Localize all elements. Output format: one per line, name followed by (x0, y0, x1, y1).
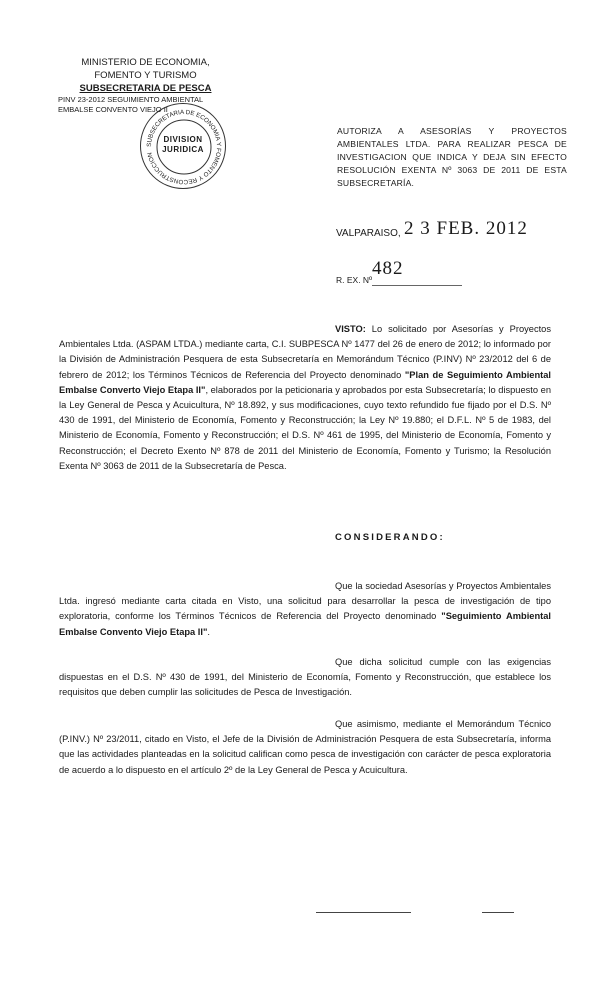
resolution-number-label: R. EX. Nº (336, 275, 373, 285)
considerando-paragraph-2 (59, 655, 551, 701)
ministry-line-2: FOMENTO Y TURISMO (94, 70, 197, 81)
seal-center-line-1: DIVISION (163, 135, 203, 144)
resolution-date: 2 3 FEB. 2012 (404, 218, 528, 239)
considerando-heading: CONSIDERANDO: (335, 532, 445, 543)
juridica-seal-stamp (140, 103, 226, 189)
considerando-3-text: Que asimismo, mediante el Memorándum Técnico (P.INV.) Nº 23/2011, citado en Visto, el Jefe de la División de Administración Pesquera de esta Subsecretaría, informa que las actividades planteadas en la solicitud califican como pesca de investigación con carácter de pesca exploratoria de acuerdo a lo dispuesto en el artículo 2º de la Ley General de Pesca y Acuicultura. (59, 719, 551, 775)
considerando-1-text-1: Que la sociedad Asesorías y Proyectos Ambientales Ltda. ingresó mediante carta citada en Visto, una solicitud para desarrollar la pesca de investigación de tipo exploratoria, conforme los Términos Técnicos de Referencia del Proyecto denominado (59, 581, 551, 622)
ministry-line-3: SUBSECRETARIA DE PESCA (79, 83, 212, 94)
visto-label: VISTO: (335, 324, 366, 334)
reference-line-1: PINV 23-2012 SEGUIMIENTO AMBIENTAL (58, 95, 204, 104)
seal-ring-text: SUBSECRETARIA DE ECONOMIA Y FOMENTO Y RECONSTRUCCION (145, 108, 223, 186)
ministry-line-1: MINISTERIO DE ECONOMIA, (81, 57, 210, 68)
place-label: VALPARAISO, (336, 228, 401, 239)
considerando-paragraph-1 (59, 579, 551, 640)
considerando-2-text: Que dicha solicitud cumple con las exigencias dispuestas en el D.S. Nº 430 de 1991, del Ministerio de Economía, Fomento y Reconstrucción, que establece los requisitos que deben cumplir las solicitudes de Pesca de Investigación. (59, 657, 551, 698)
resolution-number: 482 (372, 258, 404, 279)
reference-line-2: EMBALSE CONVENTO VIEJO II (58, 105, 168, 114)
resolution-subject: AUTORIZA A ASESORÍAS Y PROYECTOS AMBIENTALES LTDA. PARA REALIZAR PESCA DE INVESTIGACION QUE INDICA Y DEJA SIN EFECTO RESOLUCIÓN EXENTA Nº 3063 DE 2011 DE ESTA SUBSECRETARÍA. (337, 126, 567, 188)
seal-center-text (141, 135, 225, 155)
footer-rule-left (316, 912, 411, 913)
considerando-1-project-name: "Seguimiento Ambiental Embalse Convento Viejo Etapa II" (59, 611, 552, 637)
visto-paragraph (59, 322, 551, 474)
visto-project-name: "Plan de Seguimiento Ambiental Embalse Converto Viejo Etapa II" (59, 369, 551, 395)
considerando-paragraph-3 (59, 717, 551, 778)
seal-center-line-2: JURIDICA (162, 145, 204, 154)
visto-text-2: , elaborados por la peticionaria y aprobados por esta Subsecretaría; lo dispuesto en la Ley General de Pesca y Acuicultura, Nº 18.892, y sus modificaciones, cuyo texto refundido fue fijado por el D.S. Nº 430 de 1991, del Ministerio de Economía, Fomento y Reconstrucción; la Ley Nº 19.880; el D.F.L. Nº 5 de 1983, del Ministerio de Economía, Fomento y Reconstrucción; el D.S. Nº 461 de 1995, del Ministerio de Economía, Fomento y Reconstrucción; el Decreto Exento Nº 878 de 2011 del Ministerio de Economía, Fomento y Turismo; la Resolución Exenta Nº 3063 de 2011 de la Subsecretaría de Pesca. (59, 384, 551, 471)
footer-rule-right (482, 912, 514, 913)
considerando-1-text-2: . (207, 626, 210, 637)
resolution-number-underline (372, 285, 462, 286)
visto-text-1: Lo solicitado por Asesorías y Proyectos Ambientales Ltda. (ASPAM LTDA.) mediante carta, C.I. SUBPESCA Nº 1477 del 26 de enero de 2012; lo informado por la División de Administración Pesquera de esta Subsecretaría en Memorándum Técnico (P.INV) Nº 23/2012 del 6 de febrero de 2012; los Términos Técnicos de Referencia del Proyecto denominado (59, 324, 551, 380)
